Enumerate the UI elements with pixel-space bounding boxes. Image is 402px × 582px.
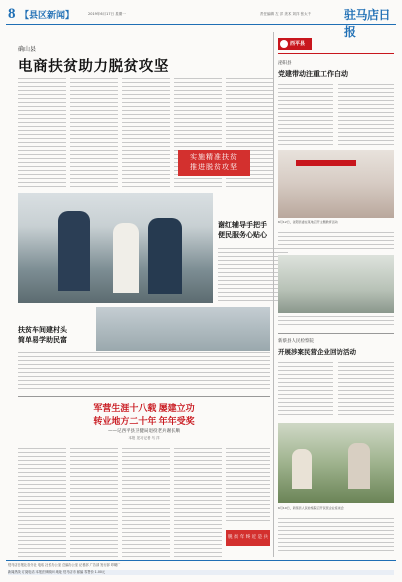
- feature-a-line2: 便民服务心贴心: [218, 231, 267, 239]
- story1-tag: 泌阳县: [278, 61, 292, 66]
- story2-photo: [278, 423, 394, 503]
- lead-photo: [18, 193, 213, 303]
- red-box-line2: 推进脱贫攻坚: [190, 163, 238, 171]
- bottom-text-col3: [122, 448, 170, 560]
- issue-date: 2019年6月17日 星期一: [88, 12, 126, 16]
- lead-red-box: [178, 150, 250, 176]
- bottom-footer-box-text: 脱 贫 年 终 近 是 兵: [227, 535, 269, 540]
- section-name: 【县区新闻】: [20, 11, 75, 21]
- lead-text-col3: [122, 78, 170, 191]
- feature-b-photo: [96, 307, 270, 351]
- footer-line1: 驻马店日报社各分社 电话 社长办公室 总编办公室 记者部 广告部 发行部 印刷厂: [8, 563, 121, 567]
- bottom-text-col5: [226, 448, 270, 526]
- story2-headline: 开展涉案民营企业回访活动: [278, 348, 356, 356]
- masthead-rule: [6, 24, 396, 25]
- story1-text-col1: [278, 84, 333, 148]
- lead-headline: 电商扶贫助力脱贫攻坚: [18, 59, 169, 75]
- lead-text-col1: [18, 78, 66, 191]
- right-badge: [278, 38, 312, 50]
- right-top-rule: [278, 53, 394, 54]
- bottom-headline: [18, 402, 270, 441]
- story2-text-col2: [338, 362, 394, 420]
- badge-label: 西平县: [290, 41, 306, 47]
- footer-rule: [6, 560, 396, 561]
- editor-info: 责任编辑 左 洋 美术 刘洋 张太千: [260, 12, 312, 16]
- story1-photo: [278, 150, 394, 218]
- story1-headline: 党建带动注重工作白动: [278, 70, 348, 78]
- story1-text-col2: [338, 84, 394, 148]
- lead-text-col2: [70, 78, 118, 191]
- story1-photo2-caption: [278, 316, 394, 328]
- feature-b-line2: 简单易学助民富: [18, 336, 67, 344]
- bottom-text-col2: [70, 448, 118, 560]
- feature-b-line1: 扶贫车间建村头: [18, 326, 67, 334]
- bottom-divider: [18, 396, 270, 397]
- bottom-text-col1: [18, 448, 66, 560]
- masthead: [6, 6, 396, 39]
- story2-tag: 新蔡县人民检察院: [278, 339, 314, 344]
- story2-text-col1: [278, 362, 333, 420]
- right-mid-rule: [278, 333, 394, 334]
- bottom-headline-line2: 转业地方二十年 年年受奖: [93, 416, 195, 426]
- bottom-footer-box: [226, 530, 270, 546]
- feature-a-line1: 谢红辅导手把手: [218, 221, 267, 229]
- badge-icon: [280, 40, 288, 48]
- bottom-text-col4: [174, 448, 222, 560]
- page-number: 8: [8, 6, 16, 22]
- story1-photo2: [278, 255, 394, 313]
- feature-b-text: [18, 352, 270, 394]
- story2-more-text: [278, 518, 394, 556]
- bottom-subtitle: ——记西平县卫健局退役老兵谢长顺: [108, 429, 180, 434]
- story1-caption: 6月12日，泌阳县委在某地召开主题教育活动: [278, 220, 338, 224]
- red-box-line1: 实施精准扶贫: [190, 153, 238, 161]
- column-divider: [273, 32, 274, 557]
- bottom-headline-line1: 军营生涯十八载 屡建立功: [93, 403, 195, 413]
- story1-more-text: [278, 232, 394, 252]
- footer-line2: 新闻热线 订阅电话 本报法律顾问 地址 驻马店市 邮编 零售价 1.00元: [8, 570, 394, 575]
- newspaper-logo: 驻马店日报: [344, 8, 391, 39]
- story2-caption: 6月10日，新蔡县人民检察院召开民营企业座谈会: [278, 506, 344, 510]
- bottom-byline: 本报 见习记者 马 洋: [128, 436, 160, 440]
- lead-region: 确山县: [18, 46, 37, 53]
- feature-b-title: [18, 325, 92, 345]
